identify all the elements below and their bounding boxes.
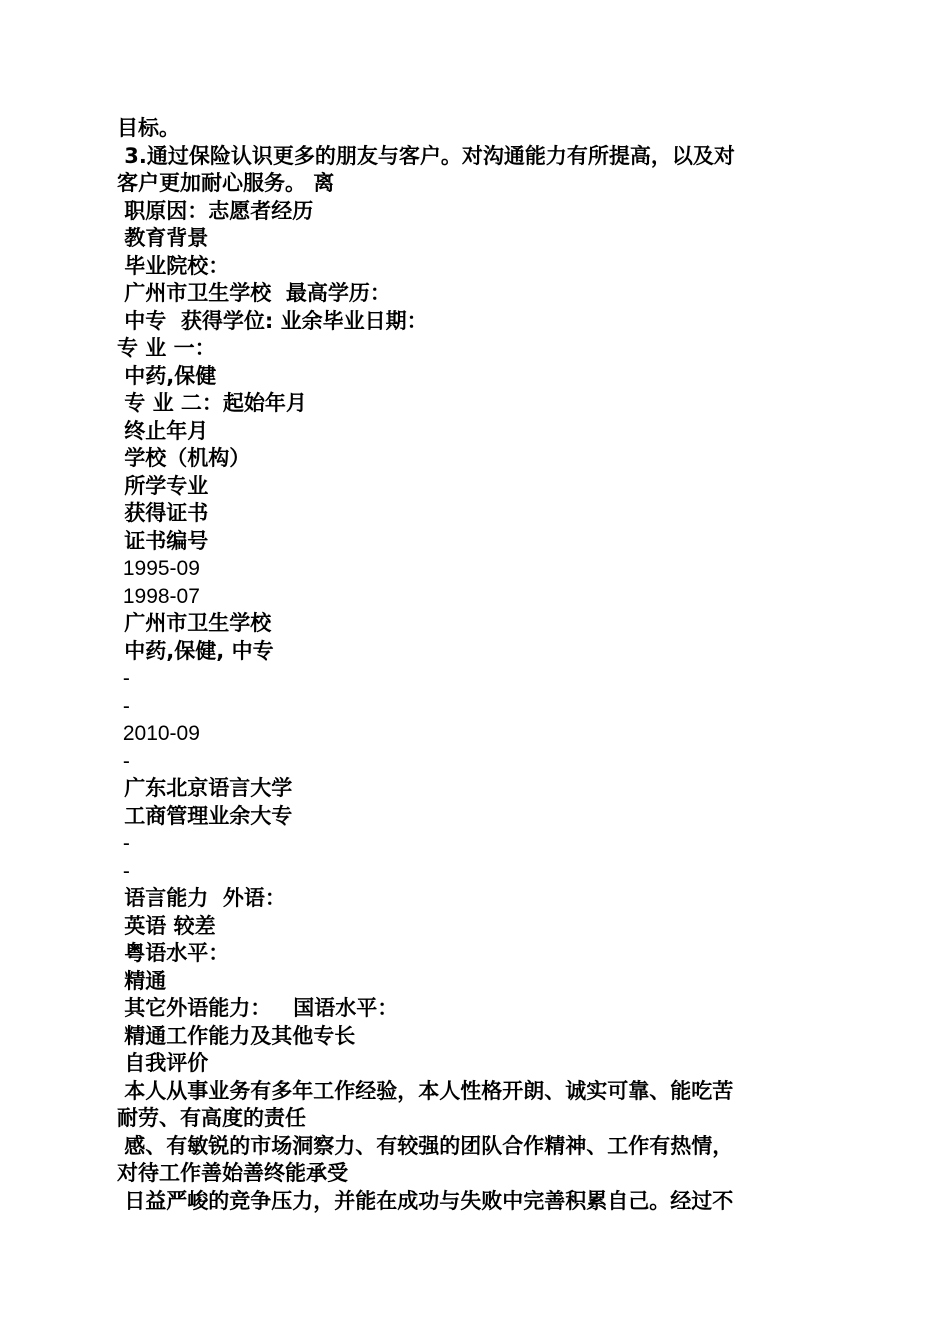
document-line: 本人从事业务有多年工作经验，本人性格开朗、诚实可靠、能吃苦 [117, 1078, 734, 1103]
document-line: 1995-09 [117, 557, 200, 580]
document-line: 广州市卫生学校 最高学历： [117, 281, 391, 305]
document-line: 自我评价 [117, 1051, 209, 1075]
document-line: 教育背景 [117, 226, 209, 250]
document-line: - [117, 667, 130, 690]
document-line: 获得证书 [117, 501, 209, 525]
document-body [117, 115, 827, 1215]
document-line: 目标。 [117, 116, 180, 140]
document-line: 毕业院校： [117, 253, 230, 278]
document-line: 感、有敏锐的市场洞察力、有较强的团队合作精神、工作有热情， [117, 1133, 734, 1158]
document-line: - [117, 832, 130, 855]
document-line: 广东北京语言大学 [117, 776, 293, 800]
document-line: 证书编号 [117, 528, 209, 553]
document-line: 3.通过保险认识更多的朋友与客户。对沟通能力有所提高，以及对 [117, 143, 735, 168]
document-line: 专 业 二：起始年月 [117, 391, 307, 415]
document-line: 2010-09 [117, 722, 200, 745]
document-line: 精通 [117, 968, 167, 993]
document-line: 中专 获得学位: 业余毕业日期： [117, 308, 428, 333]
document-line: 中药,保健, 中专 [117, 638, 274, 663]
document-line: 客户更加耐心服务。 离 [117, 171, 335, 195]
document-line: 学校（机构） [117, 446, 251, 470]
document-line: 精通工作能力及其他专长 [117, 1023, 356, 1048]
document-line: 所学专业 [117, 473, 209, 498]
document-line: 日益严峻的竞争压力，并能在成功与失败中完善积累自己。经过不 [117, 1188, 734, 1213]
document-line: 对待工作善始善终能承受 [117, 1161, 348, 1185]
document-line: - [117, 859, 130, 883]
document-line: - [117, 694, 130, 718]
document-line: 英语 较差 [117, 913, 216, 938]
document-line: 工商管理业余大专 [117, 803, 293, 828]
document-line: 语言能力 外语： [117, 886, 286, 910]
document-line: 专 业 一： [117, 336, 216, 360]
document-line: 粤语水平： [117, 941, 230, 965]
document-line: 广州市卫生学校 [117, 611, 272, 635]
document-line: 职原因：志愿者经历 [117, 198, 314, 223]
document-line: 其它外语能力： 国语水平： [117, 996, 399, 1020]
document-line: - [117, 749, 130, 773]
document-line: 耐劳、有高度的责任 [117, 1106, 306, 1130]
document-line: 终止年月 [117, 418, 209, 443]
document-line: 1998-07 [117, 584, 200, 608]
document-line: 中药,保健 [117, 363, 217, 388]
